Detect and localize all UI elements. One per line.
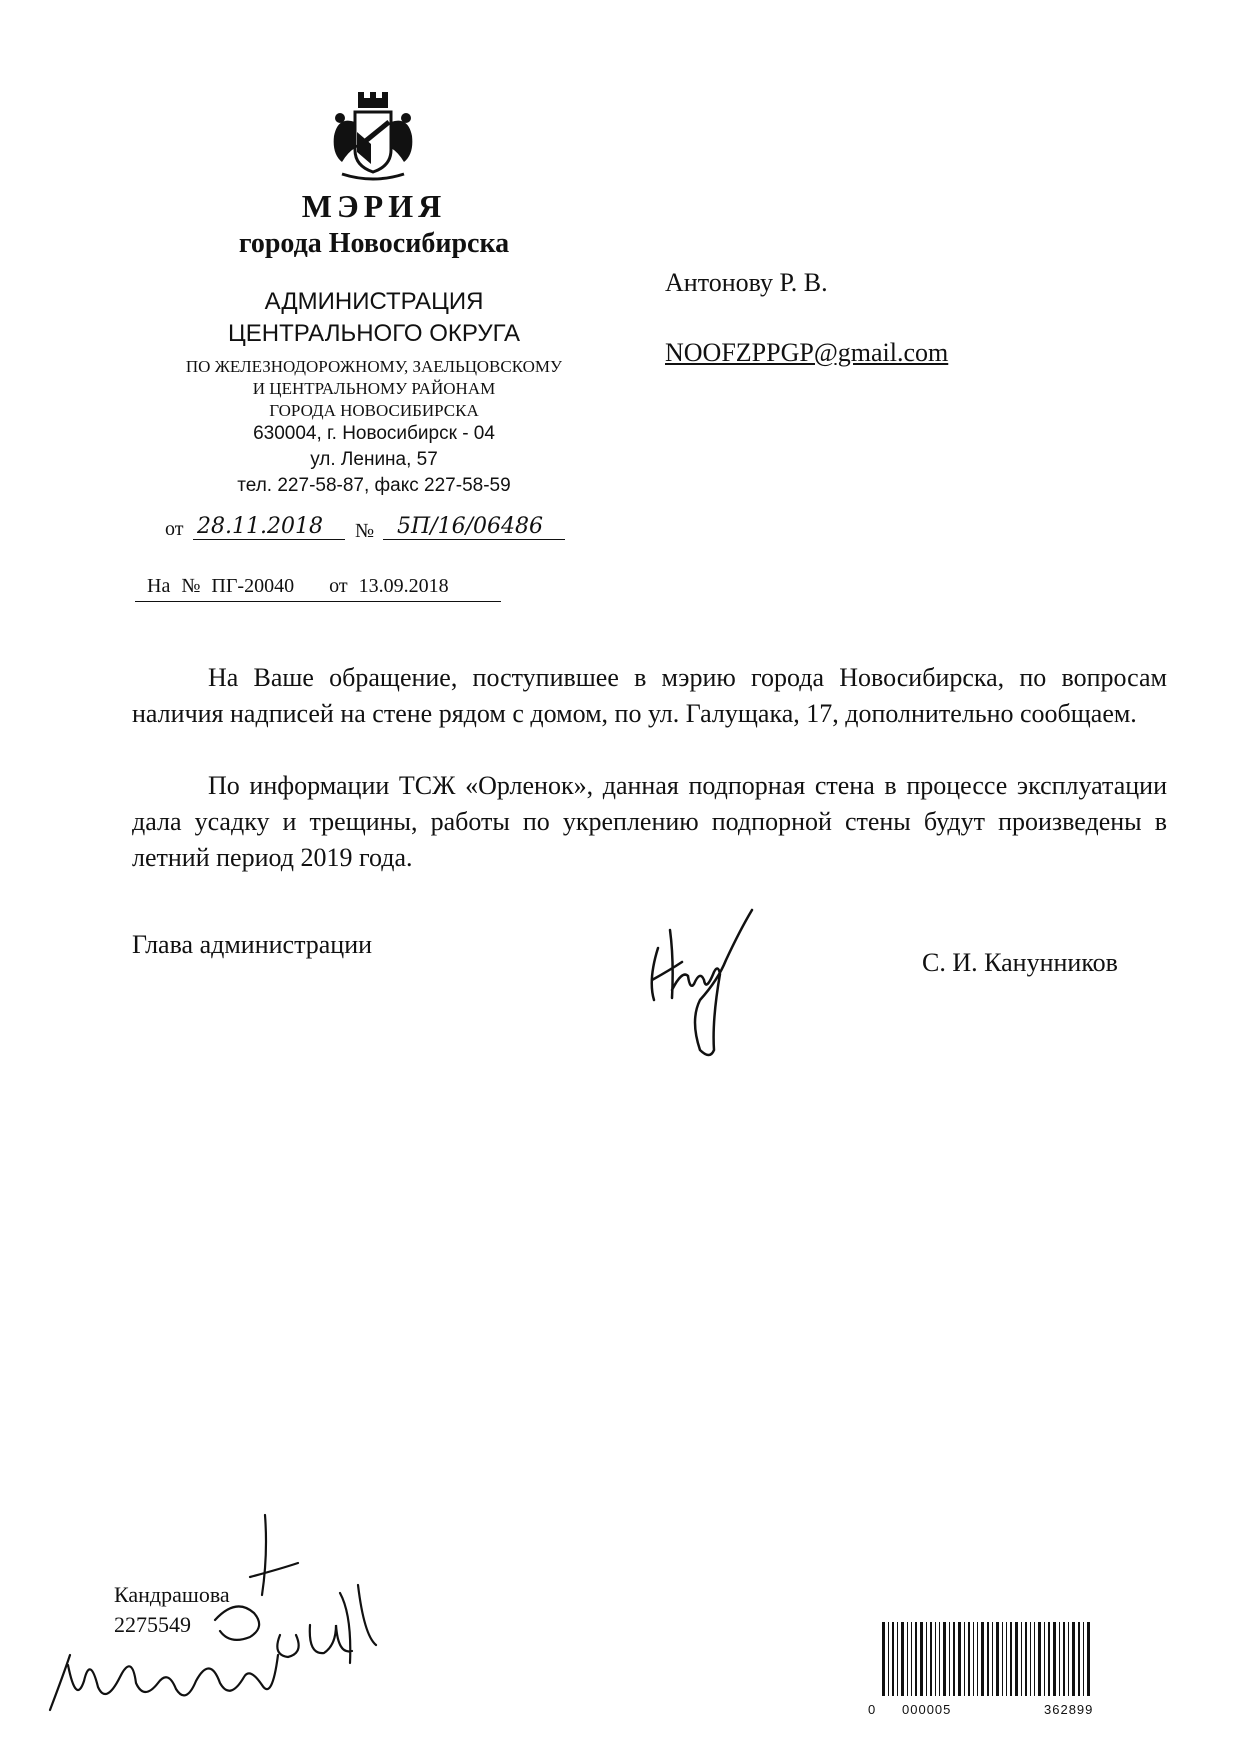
head-signature <box>630 900 810 1070</box>
recipient-email: NOOFZPPGP@gmail.com <box>665 338 949 367</box>
registration-number: 5П/16/06486 <box>383 514 565 540</box>
barcode-bars <box>882 1622 1093 1696</box>
reference-date: 13.09.2018 <box>358 575 449 597</box>
reference-line <box>135 575 501 602</box>
address-line-2: ул. Ленина, 57 <box>310 449 438 470</box>
novosibirsk-coat-of-arms-icon <box>328 92 418 184</box>
document-barcode <box>868 1622 1168 1727</box>
reference-from-label: от <box>329 575 348 597</box>
registration-date: 28.11.2018 <box>193 514 345 540</box>
phone-line: тел. 227-58-87, факс 227-58-59 <box>237 475 511 496</box>
district-line-1: ПО ЖЕЛЕЗНОДОРОЖНОМУ, ЗАЕЛЬЦОВСКОМУ <box>185 357 563 376</box>
reference-number-label: № <box>181 575 201 597</box>
signatory-name: С. И. Канунников <box>922 948 1118 977</box>
body-paragraph-1: На Ваше обращение, поступившее в мэрию города Новосибирска, по вопросам наличия надписей на стене рядом с домом, по ул. Галущака, 17, дополнительно сообщаем. <box>132 663 1167 728</box>
letterhead-title: МЭРИЯ <box>301 188 447 224</box>
signatory-position: Глава администрации <box>132 930 373 959</box>
barcode-number-right: 362899 <box>1044 1702 1094 1717</box>
executor-name: Кандрашова <box>114 1582 230 1607</box>
department-line-2: ЦЕНТРАЛЬНОГО ОКРУГА <box>228 320 520 347</box>
district-line-3: ГОРОДА НОВОСИБИРСКА <box>269 401 479 420</box>
department-line-1: АДМИНИСТРАЦИЯ <box>264 288 484 315</box>
district-line-2: И ЦЕНТРАЛЬНОМУ РАЙОНАМ <box>252 379 496 398</box>
address-line-1: 630004, г. Новосибирск - 04 <box>253 423 495 444</box>
handwritten-visa-marks <box>40 1505 380 1715</box>
reference-na-label: На <box>147 575 171 597</box>
executor-phone: 2275549 <box>114 1612 191 1637</box>
recipient-name: Антонову Р. В. <box>665 268 828 297</box>
reference-number: ПГ-20040 <box>211 575 295 597</box>
barcode-left-digit: 0 <box>868 1702 876 1717</box>
body-paragraph-2: По информации ТСЖ «Орленок», данная подпорная стена в процессе эксплуатации дала усадку и трещины, работы по укреплению подпорной стены будут произведены в летний период 2019 года. <box>132 771 1167 872</box>
barcode-number-left: 000005 <box>902 1702 952 1717</box>
registration-number-label: № <box>355 520 375 542</box>
registration-from-label: от <box>165 518 184 540</box>
registration-line <box>165 514 565 550</box>
letterhead-subtitle: города Новосибирска <box>238 228 510 259</box>
